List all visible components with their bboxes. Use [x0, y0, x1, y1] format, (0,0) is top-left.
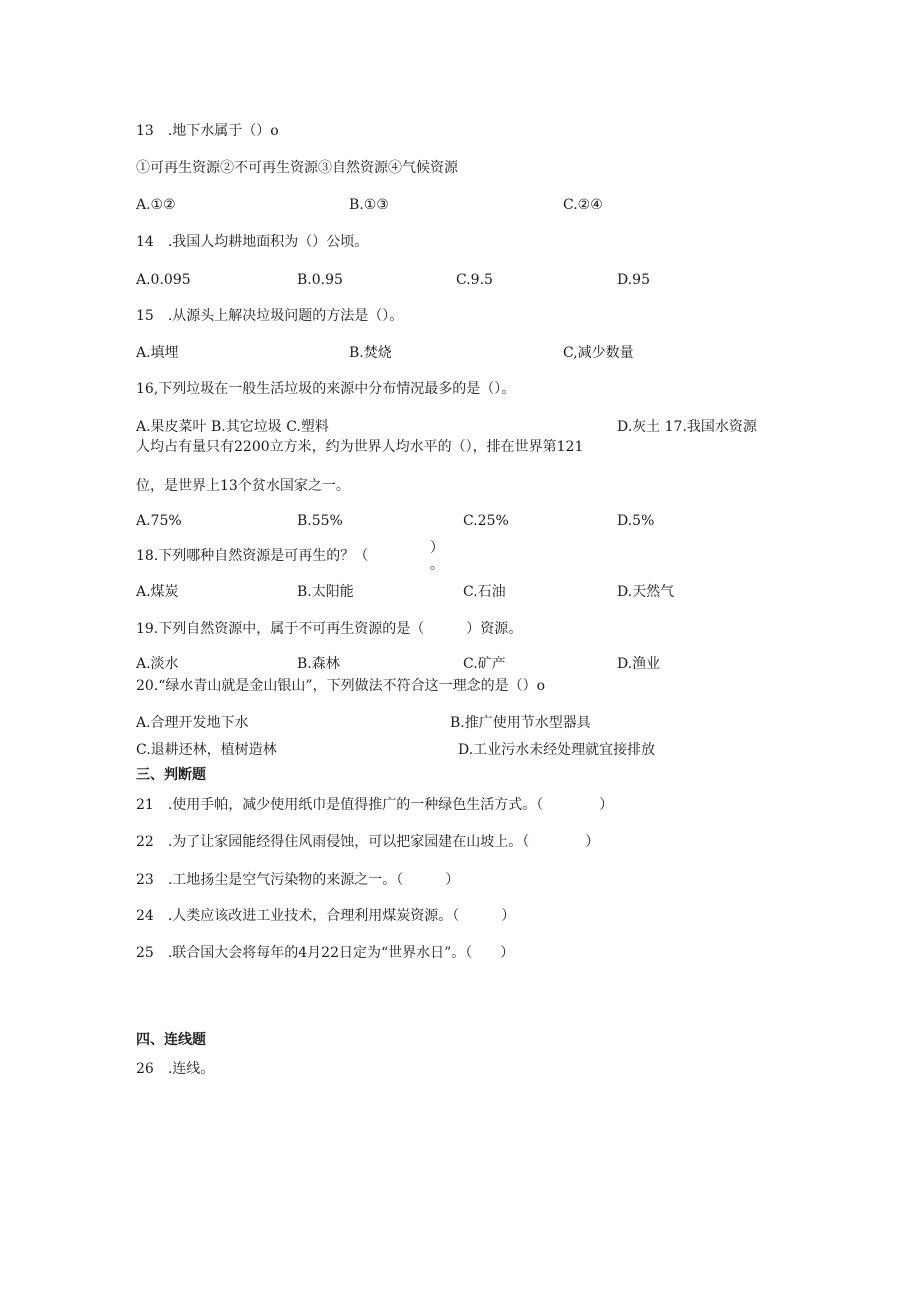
section-4-title: 四、连线题 — [136, 1032, 206, 1048]
judge-item-24: 24 .人类应该改进工业技术，合理利用煤炭资源。（ ） — [136, 908, 516, 924]
q14-option-d: D.95 — [617, 272, 650, 288]
q20-option-d: D.工业污水未经处理就宜接排放 — [458, 742, 656, 758]
q18-close-paren: ） — [430, 540, 444, 556]
q17-line-2: 位，是世界上13个贫水国家之一。 — [136, 478, 350, 494]
q20-stem: 20.“绿水青山就是金山银山”，下列做法不符合这一理念的是（）o — [136, 678, 546, 694]
q13-stem: 13 .地下水属于（）o — [136, 123, 279, 139]
q17-line-1: 人均占有量只有2200立方米，约为世界人均水平的（），排在世界第121 — [136, 439, 584, 455]
q19-option-c: C.矿产 — [463, 656, 506, 672]
section-3-title: 三、判断题 — [136, 767, 206, 783]
q18-option-b: B.太阳能 — [297, 584, 354, 600]
q20-option-b: B.推广使用节水型器具 — [450, 715, 591, 731]
q14-option-b: B.0.95 — [297, 272, 343, 288]
q18-option-d: D.天然气 — [617, 584, 675, 600]
q17-option-c: C.25% — [463, 513, 509, 529]
judge-item-22: 22 .为了让家园能经得住风雨侵蚀，可以把家园建在山坡上。（ ） — [136, 834, 600, 850]
q18-stem: 18.下列哪种自然资源是可再生的？（ — [136, 548, 369, 564]
q13-option-a: A.①② — [136, 197, 176, 213]
q17-option-d: D.5% — [617, 513, 655, 529]
q15-stem: 15 .从源头上解决垃圾问题的方法是（）。 — [136, 308, 404, 324]
q15-option-a: A.填埋 — [136, 345, 179, 361]
q18-option-a: A.煤炭 — [136, 584, 179, 600]
q16-stem: 16,下列垃圾在一般生活垃圾的来源中分布情况最多的是（）。 — [136, 381, 516, 397]
judge-item-23: 23 .工地扬尘是空气污染物的来源之一。（ ） — [136, 872, 460, 888]
q19-option-a: A.淡水 — [136, 656, 179, 672]
connect-item-26: 26 .连线。 — [136, 1061, 215, 1077]
q13-items: ①可再生资源②不可再生资源③自然资源④气候资源 — [136, 160, 458, 176]
q18-period: 。 — [430, 557, 444, 573]
q14-stem: 14 .我国人均耕地面积为（）公顷。 — [136, 234, 369, 250]
judge-item-25: 25 .联合国大会将每年的4月22日定为“世界水日”。（ ） — [136, 945, 515, 961]
judge-item-21: 21 .使用手帕，减少使用纸巾是值得推广的一种绿色生活方式。（ ） — [136, 797, 614, 813]
q15-option-b: B.焚烧 — [349, 345, 392, 361]
q13-option-c: C.②④ — [563, 197, 603, 213]
q19-option-d: D.渔业 — [617, 656, 661, 672]
q17-option-b: B.55% — [297, 513, 343, 529]
q16-options-abc: A.果皮菜叶 B.其它垃圾 C.塑料 — [136, 419, 329, 435]
q14-option-a: A.0.095 — [136, 272, 191, 288]
q16-option-d-and-q17: D.灰土 17.我国水资源 — [617, 419, 757, 435]
q19-stem: 19.下列自然资源中，属于不可再生资源的是（ ）资源。 — [136, 621, 523, 637]
q20-option-a: A.合理开发地下水 — [136, 715, 249, 731]
q13-option-b: B.①③ — [349, 197, 389, 213]
q17-option-a: A.75% — [136, 513, 182, 529]
q18-option-c: C.石油 — [463, 584, 506, 600]
q19-option-b: B.森林 — [297, 656, 340, 672]
q20-option-c: C.退耕还林，植树造林 — [136, 742, 277, 758]
q14-option-c: C.9.5 — [456, 272, 493, 288]
q15-option-c: C,减少数量 — [563, 345, 634, 361]
